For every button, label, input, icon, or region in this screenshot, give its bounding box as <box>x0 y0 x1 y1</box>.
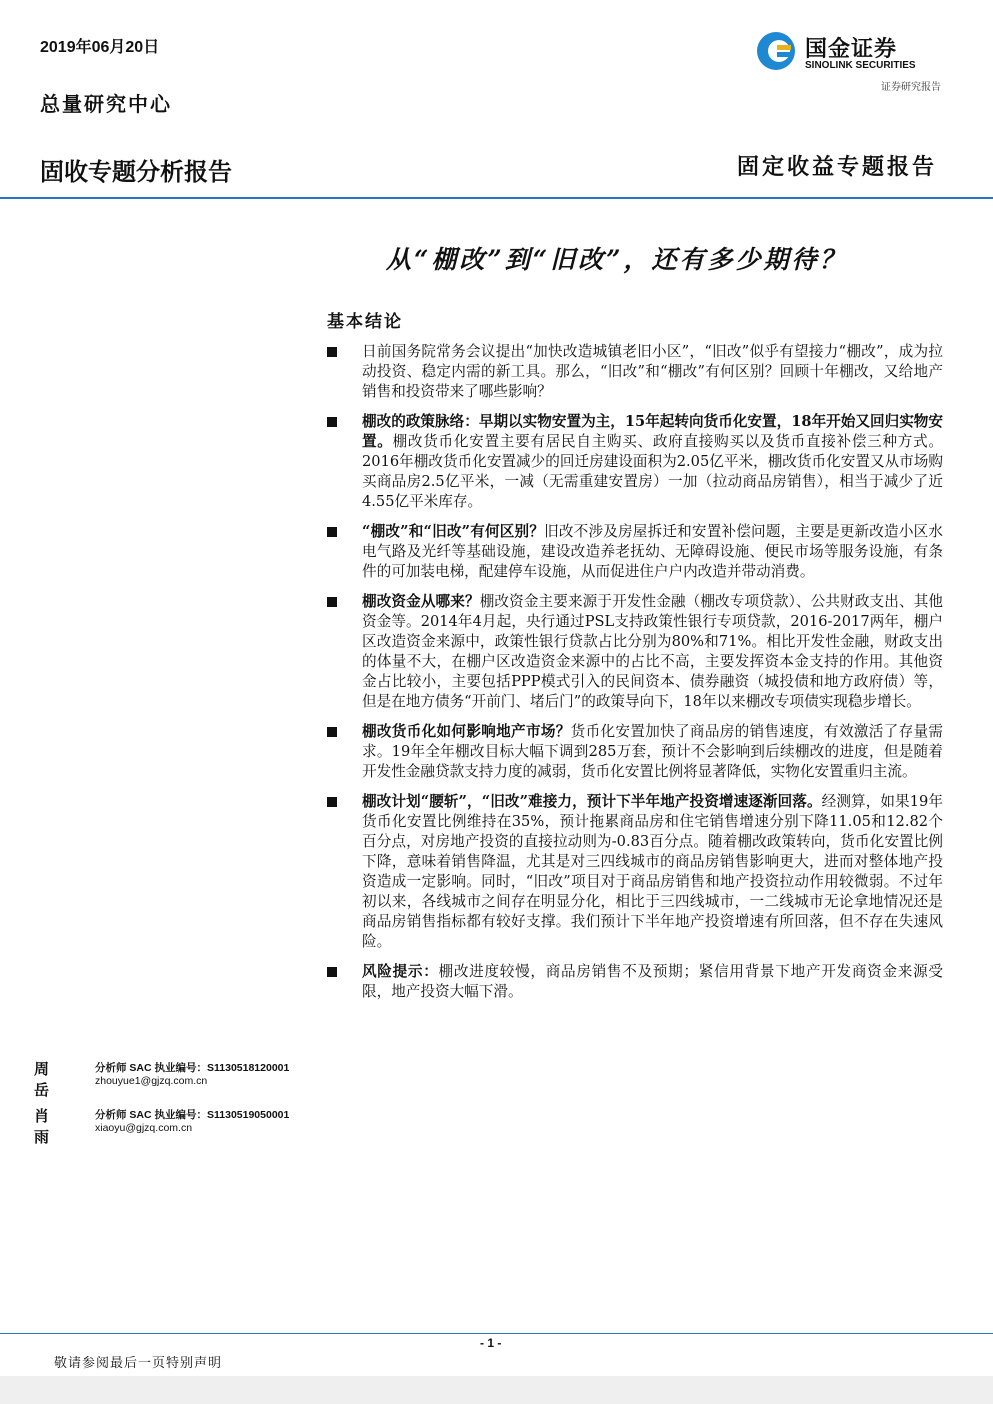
footer-divider <box>0 1333 993 1334</box>
analyst-cert: 分析师 SAC 执业编号：S1130519050001 <box>95 1109 290 1121</box>
square-bullet-icon <box>327 527 337 537</box>
logo-cn-name: 国金证券 <box>805 36 898 61</box>
page-number: - 1 - <box>480 1336 502 1350</box>
list-item <box>327 962 943 1002</box>
report-category: 固定收益专题报告 <box>736 154 937 180</box>
list-item <box>327 592 943 712</box>
square-bullet-icon <box>327 727 337 737</box>
item-text: 旧改不涉及房屋拆迁和安置补偿问题，主要是更新改造小区水电气路及光纤等基础设施，建设改造养老抚幼、无障碍设施、便民市场等服务设施，有条件的可加装电梯，配建停车设施，从而促进住户户内改造并带动消费。 <box>362 523 943 580</box>
list-item <box>327 722 943 782</box>
item-lead: 风险提示： <box>362 963 439 980</box>
item-text: 棚改货币化安置主要有居民自主购买、政府直接购买以及货币直接补偿三种方式。2016年棚改货币化安置减少的回迁房建设面积为2.05亿平米，棚改货币化安置又从市场购买商品房2.5亿平米，一减（无需重建安置房）一加（拉动商品房销售），相当于减少了近4.55亿平米库存。 <box>362 433 943 510</box>
footer-band <box>0 1376 993 1404</box>
item-text: 棚改进度较慢，商品房销售不及预期；紧信用背景下地产开发商资金来源受限，地产投资大幅下滑。 <box>362 963 943 1000</box>
analyst-email[interactable]: zhouyue1@gjzq.com.cn <box>95 1075 208 1087</box>
report-date: 2019年06月20日 <box>40 39 160 56</box>
list-item <box>327 342 943 402</box>
research-center-name: 总量研究中心 <box>40 92 172 116</box>
header-divider <box>0 197 993 199</box>
item-lead: 棚改货币化如何影响地产市场？ <box>362 723 571 740</box>
logo-mark-icon <box>755 30 797 72</box>
section-title: 基本结论 <box>327 312 403 332</box>
analyst-email[interactable]: xiaoyu@gjzq.com.cn <box>95 1122 193 1134</box>
square-bullet-icon <box>327 597 337 607</box>
square-bullet-icon <box>327 417 337 427</box>
analyst-cert: 分析师 SAC 执业编号：S1130518120001 <box>95 1062 290 1074</box>
list-item <box>327 792 943 952</box>
item-text: 棚改资金主要来源于开发性金融（棚改专项贷款）、公共财政支出、其他资金等。2014年4月起，央行通过PSL支持政策性银行专项贷款，2016-2017两年，棚户区改造资金来源中，政策性银行贷款占比分别为80%和71%。相比开发性金融，财政支出的体量不大，在棚户区改造资金来源中的占比不高，主要发挥资本金支持的作用。其他资金占比较小，主要包括PPP模式引入的民间资本、债券融资（城投债和地方政府债）等，但是在地方债务“开前门、堵后门”的政策导向下，18年以来棚改专项债实现稳步增长。 <box>362 593 943 710</box>
logo-subtitle: 证券研究报告 <box>881 82 941 93</box>
list-item <box>327 412 943 512</box>
square-bullet-icon <box>327 797 337 807</box>
item-text: 货币化安置加快了商品房的销售速度，有效激活了存量需求。19年全年棚改目标大幅下调到285万套，预计不会影响到后续棚改的进度，但是随着开发性金融贷款支持力度的减弱，货币化安置比例将显著降低，实物化安置重归主流。 <box>362 723 943 780</box>
disclaimer-note: 敬请参阅最后一页特别声明 <box>54 1356 223 1371</box>
analyst-name: 肖雨 <box>34 1107 50 1146</box>
company-logo <box>755 30 941 76</box>
item-text: 经测算，如果19年货币化安置比例维持在35%，预计拖累商品房和住宅销售增速分别下降11.05和12.82个百分点，对房地产投资的直接拉动则为-0.83百分点。随着棚改政策转向，货币化安置比例下降，意味着销售降温，尤其是对三四线城市的商品房销售影响更大，进而对整体地产投资造成一定影响。同时，“旧改”项目对于商品房销售和地产投资拉动作用较微弱。不过年初以来，各线城市之间存在明显分化，相比于三四线城市，一二线城市无论拿地情况还是商品房销售指标都有较好支撑。我们预计下半年地产投资增速有所回落，但不存在失速风险。 <box>362 793 943 950</box>
report-title: 从“棚改”到“旧改”，还有多少期待？ <box>386 245 848 274</box>
list-item <box>327 522 943 582</box>
item-lead: 棚改的政策脉络：早期以实物安置为主，15年起转向货币化安置，18年开始又回归实物安置。 <box>362 413 943 450</box>
square-bullet-icon <box>327 967 337 977</box>
conclusion-list <box>327 342 943 1012</box>
logo-en-name: SINOLINK SECURITIES <box>805 60 916 71</box>
item-lead: “棚改”和“旧改”有何区别？ <box>362 523 545 540</box>
item-lead: 棚改计划“腰斩”，“旧改”难接力，预计下半年地产投资增速逐渐回落。 <box>362 793 822 810</box>
square-bullet-icon <box>327 347 337 357</box>
item-lead: 棚改资金从哪来？ <box>362 593 480 610</box>
item-text: 日前国务院常务会议提出“加快改造城镇老旧小区”，“旧改”似乎有望接力“棚改”，成为拉动投资、稳定内需的新工具。那么，“旧改”和“棚改”有何区别？回顾十年棚改，又给地产销售和投资带来了哪些影响？ <box>362 343 943 400</box>
analyst-name: 周岳 <box>34 1060 50 1099</box>
report-type: 固收专题分析报告 <box>40 159 232 186</box>
